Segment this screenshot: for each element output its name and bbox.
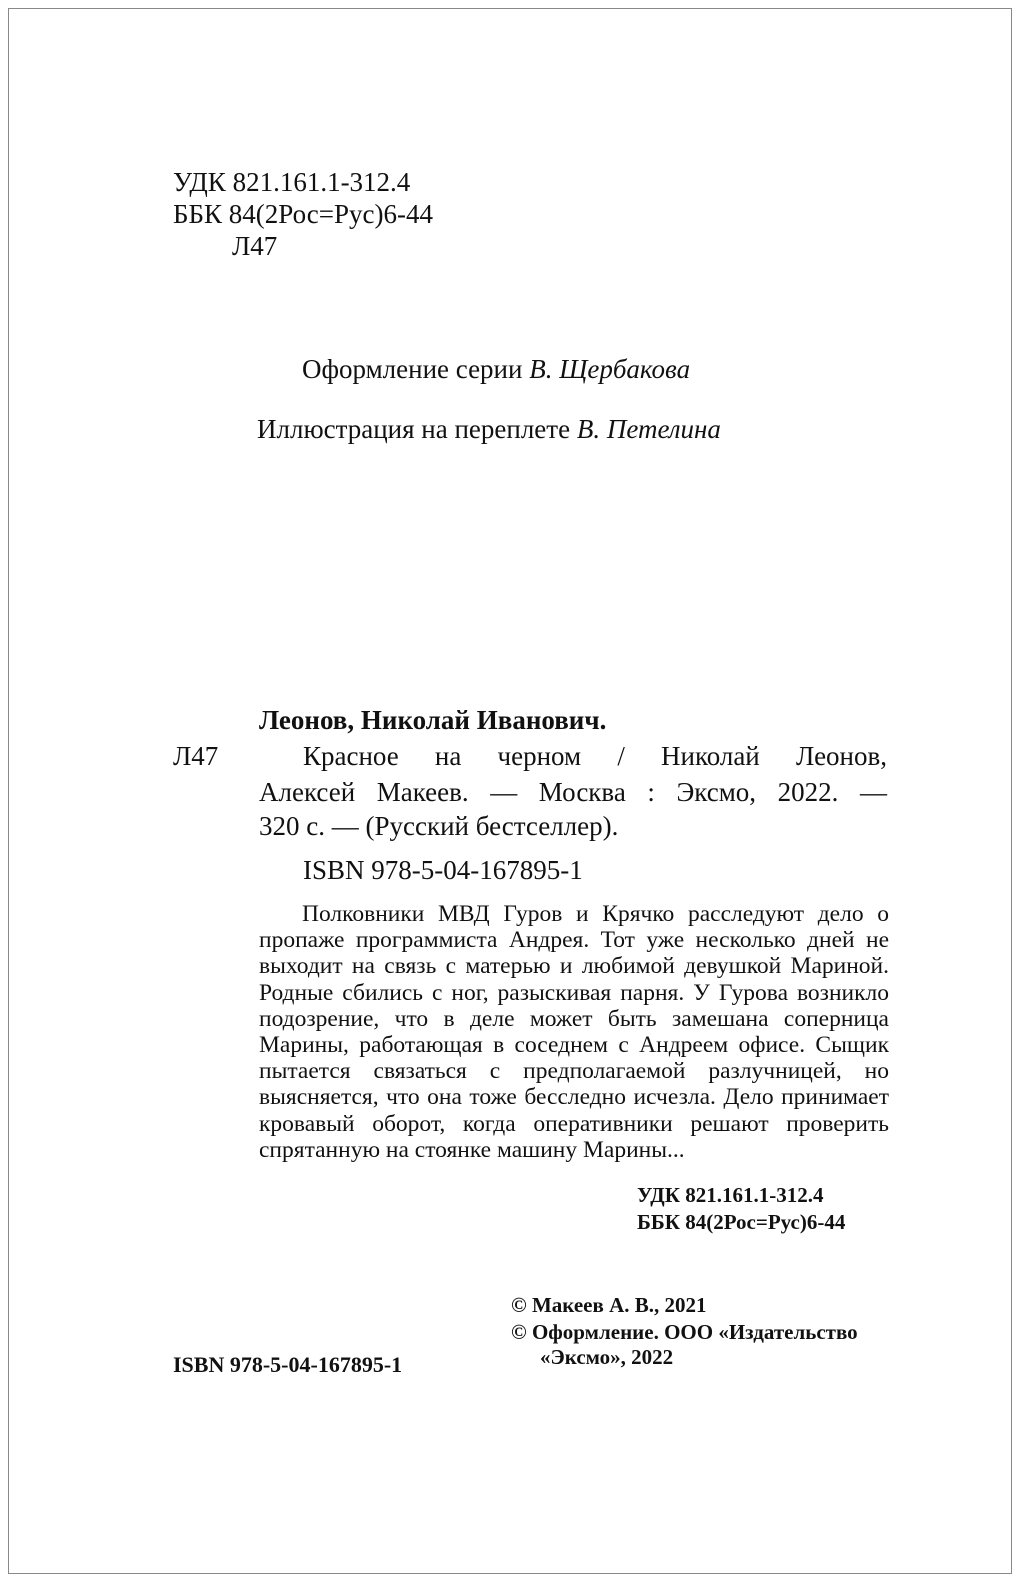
top-bbk: ББК 84(2Рос=Рус)6-44 (173, 199, 433, 229)
copyright-author: © Макеев А. В., 2021 (511, 1293, 707, 1317)
cover-illustration-label: Иллюстрация на переплете (257, 414, 571, 444)
catalog-line-2: Алексей Макеев. — Москва : Эксмо, 2022. — (259, 777, 887, 807)
catalog-line-3: 320 с. — (Русский бестселлер). (259, 811, 619, 841)
copyright-publisher-line-1: © Оформление. ООО «Издательство (511, 1320, 858, 1344)
bottom-udk: УДК 821.161.1-312.4 (637, 1183, 824, 1207)
copyright-publisher-line-2: «Эксмо», 2022 (540, 1345, 674, 1369)
author-heading: Леонов, Николай Иванович. (259, 705, 607, 735)
annotation-paragraph: Полковники МВД Гуров и Крячко расследуют дело о пропаже программиста Андрея. Тот уже несколько дней не выходит на связь с матерью и любимой девушкой Мариной. Родные сбились с ног, разыскивая парня. У Гурова возникло подозрение, что в деле может быть замешана соперница Марины, работающая в соседнем с Андреем офисе. Сыщик пытается связаться с предполагаемой разлучницей, но выясняется, что она тоже бесследно исчезла. Дело принимает кровавый оборот, когда оперативники решают проверить спрятанную на стоянке машину Марины... (259, 901, 889, 1163)
footer-isbn: ISBN 978-5-04-167895-1 (173, 1352, 403, 1377)
cover-illustration-credit (257, 412, 721, 446)
bottom-bbk: ББК 84(2Рос=Рус)6-44 (637, 1210, 846, 1234)
series-design-label: Оформление серии (302, 354, 523, 384)
series-design-credit (302, 352, 690, 386)
cover-illustration-name: В. Петелина (576, 414, 721, 444)
catalog-isbn: ISBN 978-5-04-167895-1 (303, 855, 583, 885)
catalog-line-1: Красное на черном / Николай Леонов, (303, 741, 887, 771)
catalog-author-sign: Л47 (173, 741, 219, 771)
series-design-name: В. Щербакова (529, 354, 691, 384)
top-udk: УДК 821.161.1-312.4 (173, 167, 411, 197)
top-author-sign: Л47 (232, 231, 278, 261)
